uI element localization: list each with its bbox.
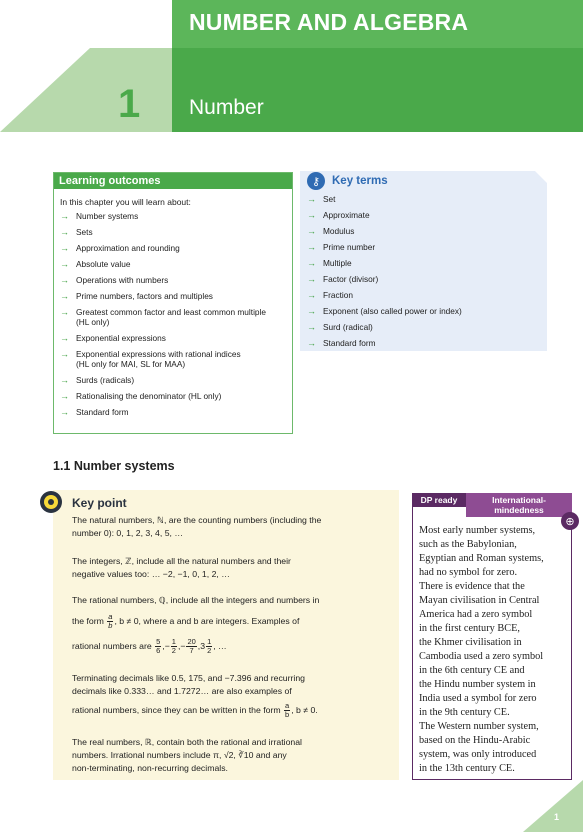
whole-number: 3 xyxy=(200,640,206,651)
fraction-numerator: 1 xyxy=(207,637,212,646)
arrow-icon: → xyxy=(60,349,69,359)
key-term-item xyxy=(307,258,462,268)
text-span: , b ≠ 0, where a and b are integers. Examples of xyxy=(114,615,300,626)
text-line: number 0): 0, 1, 2, 3, 4, 5, … xyxy=(72,528,184,538)
dp-ready-heading xyxy=(466,493,572,517)
key-term-text: Set xyxy=(323,194,336,204)
learning-outcome-item xyxy=(60,227,286,237)
learning-outcome-text xyxy=(76,227,93,237)
text-span: the form xyxy=(72,615,104,626)
text-line: The rational numbers, ℚ, include all the integers and numbers in xyxy=(72,595,320,605)
key-term-text: Modulus xyxy=(323,226,355,236)
key-term-text: Surd (radical) xyxy=(323,322,373,332)
arrow-icon: → xyxy=(307,290,316,300)
key-term-text: Exponent (also called power or index) xyxy=(323,306,462,316)
arrow-icon: → xyxy=(60,375,69,385)
key-term-text: Factor (divisor) xyxy=(323,274,379,284)
dp-ready-tag: DP ready xyxy=(412,493,466,507)
key-point-reals xyxy=(72,736,372,775)
dp-text-line: system, was only introduced xyxy=(419,749,537,760)
chapter-title: Number xyxy=(189,96,264,119)
learning-outcome-item xyxy=(60,391,286,401)
arrow-icon: → xyxy=(307,242,316,252)
learning-outcome-text xyxy=(76,275,168,285)
fraction-example-3 xyxy=(186,638,196,655)
key-terms-corner xyxy=(535,171,547,183)
key-point-title: Key point xyxy=(72,496,127,510)
key-term-item xyxy=(307,306,462,316)
arrow-icon: → xyxy=(60,291,69,301)
text-line: The natural numbers, ℕ, are the counting numbers (including the xyxy=(72,515,322,525)
dp-text-line: based on the Hindu-Arabic xyxy=(419,735,531,746)
fraction-a-over-b xyxy=(284,702,290,719)
learning-outcome-item xyxy=(60,307,286,327)
learning-outcome-text xyxy=(76,259,130,269)
dp-paragraph-2 xyxy=(419,720,569,776)
learning-outcome-text xyxy=(76,407,129,417)
fraction-numerator: a xyxy=(285,701,290,710)
learning-outcome-text xyxy=(76,211,138,221)
dp-text-line: The Western number system, xyxy=(419,721,539,732)
learning-outcome-item xyxy=(60,375,286,385)
arrow-icon: → xyxy=(307,306,316,316)
dp-text-line: the Khmer civilisation in xyxy=(419,637,522,648)
arrow-icon: → xyxy=(307,210,316,220)
learning-outcome-line: Number systems xyxy=(76,211,139,221)
fraction-denominator: 2 xyxy=(171,646,176,655)
learning-outcome-item xyxy=(60,275,286,285)
key-term-item xyxy=(307,210,462,220)
section-title: 1.1 Number systems xyxy=(53,459,175,473)
learning-outcome-line: Prime numbers, factors and multiples xyxy=(76,291,213,301)
learning-outcome-line: Rationalising the denominator (HL only) xyxy=(76,391,222,401)
dp-text-line: in the 6th century CE and xyxy=(419,665,525,676)
key-point-decimals xyxy=(72,672,372,719)
learning-outcome-item xyxy=(60,291,286,301)
heading-line: International- xyxy=(492,495,546,505)
text-line xyxy=(72,702,372,719)
fraction-denominator: 6 xyxy=(156,646,161,655)
key-term-item xyxy=(307,242,462,252)
learning-outcome-line: Approximation and rounding xyxy=(76,243,180,253)
dp-text-line: in the 13th century CE. xyxy=(419,763,515,774)
dp-paragraph-1 xyxy=(419,524,569,720)
key-term-item xyxy=(307,226,462,236)
key-term-text: Multiple xyxy=(323,258,352,268)
text-line: numbers. Irrational numbers include π, √2, ∛10 and any xyxy=(72,750,287,760)
arrow-icon: → xyxy=(60,333,69,343)
heading-line: mindedness xyxy=(494,505,544,515)
key-icon: ⚷ xyxy=(307,172,325,190)
key-point-integers xyxy=(72,555,372,581)
arrow-icon: → xyxy=(307,226,316,236)
dp-text-line: There is evidence that the xyxy=(419,581,525,592)
key-point-natural-numbers xyxy=(72,514,372,540)
fraction-denominator: b xyxy=(108,621,113,630)
learning-outcomes-intro: In this chapter you will learn about: xyxy=(60,197,191,207)
text-span: , b ≠ 0. xyxy=(291,704,318,715)
learning-outcome-line: Standard form xyxy=(76,407,129,417)
arrow-icon: → xyxy=(60,227,69,237)
arrow-icon: → xyxy=(60,307,69,317)
key-term-item xyxy=(307,290,462,300)
text-line: decimals like 0.333… and 1.7272… are also examples of xyxy=(72,686,292,696)
fraction-numerator: 1 xyxy=(171,637,176,646)
learning-outcome-line: Operations with numbers xyxy=(76,275,169,285)
sign: − xyxy=(164,640,170,651)
text-line: The real numbers, ℝ, contain both the rational and irrational xyxy=(72,737,302,747)
key-terms-title: Key terms xyxy=(332,175,388,187)
header-cut-corner xyxy=(0,48,90,132)
text-line: The integers, ℤ, include all the natural numbers and their xyxy=(72,556,291,566)
fraction-example-2 xyxy=(171,638,177,655)
key-term-item xyxy=(307,338,462,348)
key-term-text: Standard form xyxy=(323,338,376,348)
globe-icon: ⊕ xyxy=(561,512,579,530)
text-span: , … xyxy=(213,640,227,651)
dp-text-line: Cambodia used a zero symbol xyxy=(419,651,544,662)
learning-outcome-text xyxy=(76,307,266,327)
key-terms-box xyxy=(300,171,547,351)
arrow-icon: → xyxy=(60,391,69,401)
learning-outcome-line: (HL only) xyxy=(76,317,110,327)
arrow-icon: → xyxy=(60,259,69,269)
learning-outcomes-list xyxy=(60,211,286,417)
key-point-rationals xyxy=(72,594,372,655)
page-corner xyxy=(523,780,583,832)
page-number: 1 xyxy=(554,812,560,822)
fraction-denominator: b xyxy=(285,710,290,719)
key-term-item xyxy=(307,194,462,204)
fraction-example-1 xyxy=(155,638,161,655)
chapter-number: 1 xyxy=(118,82,141,126)
dp-ready-text xyxy=(419,524,569,776)
dp-text-line: had no symbol for zero. xyxy=(419,567,518,578)
learning-outcome-text xyxy=(76,349,241,369)
dp-text-line: in the 9th century CE. xyxy=(419,707,510,718)
learning-outcome-item xyxy=(60,211,286,221)
text-span: rational numbers, since they can be written in the form xyxy=(72,704,281,715)
fraction-example-4 xyxy=(206,638,212,655)
text-span: rational numbers are xyxy=(72,640,152,651)
arrow-icon: → xyxy=(60,407,69,417)
fraction-numerator: a xyxy=(108,612,113,621)
learning-outcome-line: Exponential expressions xyxy=(76,333,166,343)
fraction-numerator: 5 xyxy=(156,637,161,646)
key-point-icon xyxy=(40,491,62,513)
key-terms-header xyxy=(307,172,388,190)
dp-text-line: in the first century BCE, xyxy=(419,623,520,634)
learning-outcomes-box xyxy=(53,172,293,434)
arrow-icon: → xyxy=(60,275,69,285)
arrow-icon: → xyxy=(307,258,316,268)
dp-text-line: Egyptian and Roman systems, xyxy=(419,553,544,564)
arrow-icon: → xyxy=(307,322,316,332)
fraction-denominator: 2 xyxy=(207,646,212,655)
text-line xyxy=(72,613,372,630)
arrow-icon: → xyxy=(307,274,316,284)
learning-outcome-item xyxy=(60,407,286,417)
key-term-text: Approximate xyxy=(323,210,370,220)
learning-outcome-line: Exponential expressions with rational indices xyxy=(76,349,241,359)
arrow-icon: → xyxy=(307,194,316,204)
learning-outcome-line: Sets xyxy=(76,227,93,237)
learning-outcome-line: Surds (radicals) xyxy=(76,375,135,385)
learning-outcome-text xyxy=(76,291,213,301)
arrow-icon: → xyxy=(60,211,69,221)
text-line: rational numbers are $\frac{5}{6}$ ,− $\frac{1}{2}$ ,− $\frac{20}{7}$ ,3 $\frac{1}{2}$ , … xyxy=(72,637,227,655)
learning-outcome-line: (HL only for MAI, SL for MAA) xyxy=(76,359,186,369)
dp-text-line: such as the Babylonian, xyxy=(419,539,517,550)
learning-outcome-item xyxy=(60,259,286,269)
learning-outcome-line: Greatest common factor and least common multiple xyxy=(76,307,266,317)
text-line: Terminating decimals like 0.5, 175, and −7.396 and recurring xyxy=(72,673,306,683)
dp-text-line: Most early number systems, xyxy=(419,525,536,536)
text-line: negative values too: … −2, −1, 0, 1, 2, … xyxy=(72,569,230,579)
learning-outcome-item xyxy=(60,243,286,253)
text-line: non-terminating, non-recurring decimals. xyxy=(72,763,228,773)
arrow-icon: → xyxy=(307,338,316,348)
dp-text-line: the Hindu number system in xyxy=(419,679,536,690)
fraction-numerator: 20 xyxy=(187,637,196,646)
key-term-item xyxy=(307,322,462,332)
learning-outcome-text xyxy=(76,375,134,385)
learning-outcome-item xyxy=(60,333,286,343)
fraction-denominator: 7 xyxy=(189,646,194,655)
part-title: NUMBER AND ALGEBRA xyxy=(189,9,469,35)
arrow-icon: → xyxy=(60,243,69,253)
learning-outcome-text xyxy=(76,391,221,401)
key-term-text: Prime number xyxy=(323,242,376,252)
learning-outcomes-title: Learning outcomes xyxy=(54,173,292,189)
dp-text-line: Mayan civilisation in Central xyxy=(419,595,540,606)
sign: − xyxy=(180,640,186,651)
learning-outcome-text xyxy=(76,243,180,253)
key-term-text: Fraction xyxy=(323,290,353,300)
key-terms-list xyxy=(307,194,462,354)
key-term-item xyxy=(307,274,462,284)
dp-text-line: America had a zero symbol xyxy=(419,609,533,620)
learning-outcome-item xyxy=(60,349,286,369)
learning-outcome-text xyxy=(76,333,166,343)
fraction-a-over-b xyxy=(107,613,113,630)
learning-outcome-line: Absolute value xyxy=(76,259,131,269)
dp-text-line: India used a symbol for zero xyxy=(419,693,537,704)
